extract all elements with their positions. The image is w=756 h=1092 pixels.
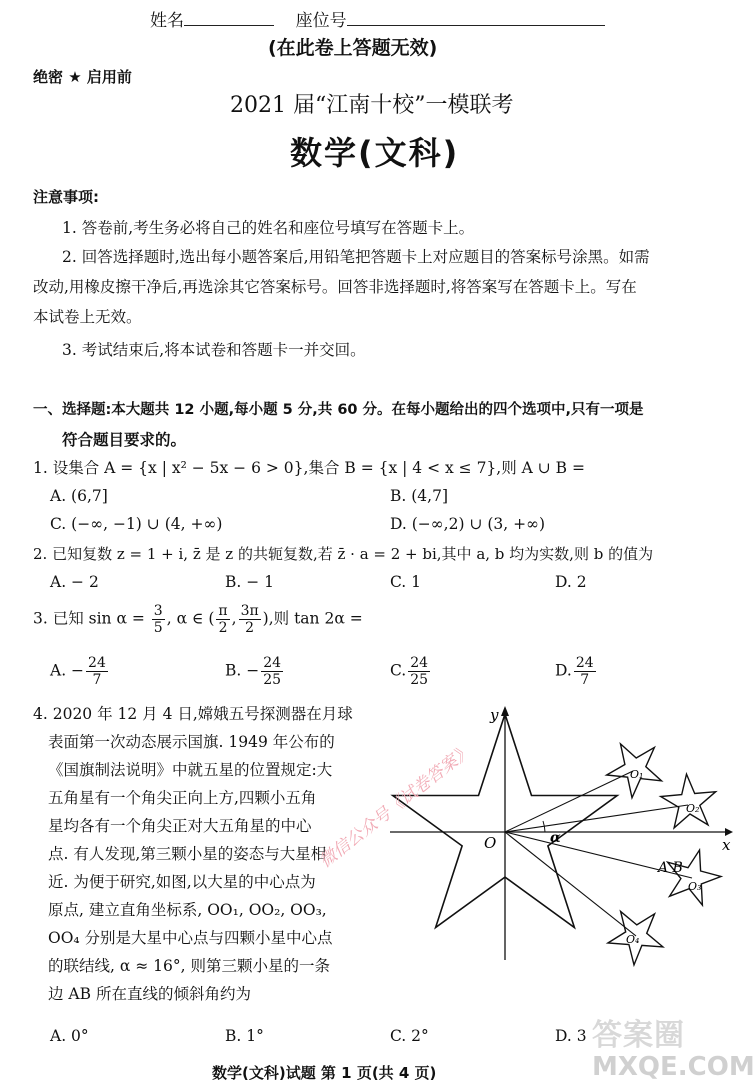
- frac-num: 3π: [240, 603, 259, 619]
- q2-option-d: D. 2: [555, 573, 587, 591]
- q4-line: 星均各有一个角尖正对大五角星的中心: [48, 817, 312, 835]
- alpha-label: α: [550, 830, 561, 846]
- opt-label: A. −: [50, 661, 85, 680]
- q4-line: 4. 2020 年 12 月 4 日,嫦娥五号探测器在月球: [33, 705, 353, 723]
- secret-mark: 绝密 ★ 启用前: [33, 68, 132, 86]
- q3-stem-pre: 3. 已知 sin α =: [33, 609, 145, 628]
- q3-option-b: [225, 655, 285, 688]
- q2-stem: 2. 已知复数 z = 1 + i, z̄ 是 z 的共轭复数,若 z̄ · a = 2 + bi,其中 a, b 均为实数,则 b 的值为: [33, 545, 654, 563]
- q3-option-d: [555, 655, 598, 688]
- opt-label: B. −: [225, 661, 260, 680]
- q1-option-d: D. (−∞,2) ∪ (3, +∞): [390, 515, 546, 533]
- x-axis-label: x: [722, 836, 731, 854]
- name-seat-line: [150, 6, 605, 31]
- frac-den: 2: [218, 620, 228, 636]
- q3-frac-hi: [239, 603, 261, 636]
- page-footer: 数学(文科)试题 第 1 页(共 4 页): [212, 1064, 437, 1082]
- seat-blank: [347, 11, 605, 26]
- frac-num: 24: [263, 655, 282, 671]
- opt-label: C.: [390, 661, 407, 680]
- note-item: 2. 回答选择题时,选出每小题答案后,用铅笔把答题卡上对应题目的答案标号涂黑。如需: [62, 248, 650, 266]
- site-watermark-url: MXQE.COM: [592, 1052, 755, 1082]
- section-heading-cont: 符合题目要求的。: [62, 431, 187, 449]
- q4-option-b: B. 1°: [225, 1027, 264, 1045]
- q4-option-d: D. 3: [555, 1027, 587, 1045]
- note-item: 1. 答卷前,考生务必将自己的姓名和座位号填写在答题卡上。: [62, 219, 475, 237]
- notes-heading: 注意事项:: [33, 188, 99, 206]
- q3-stem-mid: , α ∈ (: [166, 609, 215, 628]
- q4-line: 《国旗制法说明》中就五星的位置规定:大: [48, 761, 333, 779]
- opt-frac: [408, 655, 430, 688]
- name-blank: [184, 11, 274, 26]
- y-axis-label: y: [490, 706, 499, 724]
- q4-option-a: A. 0°: [50, 1027, 89, 1045]
- o2-label: O₂: [686, 802, 700, 815]
- q4-line: 的联结线, α ≈ 16°, 则第三颗小星的一条: [48, 957, 330, 975]
- q2-option-b: B. − 1: [225, 573, 275, 591]
- frac-den: 2: [245, 620, 255, 636]
- o1-label: O₁: [630, 768, 644, 781]
- frac-den: 7: [580, 672, 590, 688]
- q1-option-b: B. (4,7]: [390, 487, 448, 505]
- q2-option-a: A. − 2: [50, 573, 99, 591]
- frac-num: 24: [88, 655, 106, 671]
- q3-frac-sin: [152, 603, 165, 636]
- q1-option-a: A. (6,7]: [50, 487, 108, 505]
- q2-option-c: C. 1: [390, 573, 422, 591]
- q4-stem: [33, 700, 353, 1008]
- q4-option-c: C. 2°: [390, 1027, 429, 1045]
- q4-line: 点. 有人发现,第三颗小星的姿态与大星相: [48, 845, 327, 863]
- frac-den: 25: [410, 672, 429, 688]
- frac-num: 24: [410, 655, 429, 671]
- q3-stem: [33, 603, 363, 636]
- wechat-watermark: 微信公众号《试卷答案》: [315, 741, 476, 872]
- small-star-2: [661, 774, 716, 828]
- q4-line: 表面第一次动态展示国旗. 1949 年公布的: [48, 733, 335, 751]
- frac-num: 3: [153, 603, 163, 619]
- frac-den: 7: [92, 672, 102, 688]
- o4-label: O₄: [626, 933, 640, 946]
- small-star-3: [668, 850, 721, 905]
- name-label: 姓名: [150, 11, 184, 31]
- frac-num: π: [218, 603, 228, 619]
- frac-den: 25: [263, 672, 282, 688]
- q4-line: 五角星有一个角尖正向上方,四颗小五角: [48, 789, 317, 807]
- q4-line: OO₄ 分别是大星中心点与四颗小星中心点: [48, 929, 333, 947]
- frac-num: 24: [575, 655, 594, 671]
- opt-frac: [574, 655, 596, 688]
- q4-line: 边 AB 所在直线的倾斜角约为: [48, 985, 251, 1003]
- q3-option-a: [50, 655, 110, 688]
- frac-den: 5: [153, 620, 163, 636]
- invalid-note: (在此卷上答题无效): [268, 37, 438, 59]
- q3-frac-lo: [216, 603, 229, 636]
- note-item: 改动,用橡皮擦干净后,再选涂其它答案标号。回答非选择题时,将答案写在答题卡上。写在: [33, 278, 637, 296]
- site-watermark-logo: 答案圈: [592, 1018, 685, 1053]
- subject-title: 数学(文科): [290, 134, 460, 172]
- q3-comma: ,: [231, 609, 237, 628]
- q3-stem-post: ),则 tan 2α =: [262, 609, 363, 628]
- ab-label: A B: [658, 860, 683, 876]
- opt-label: D.: [555, 661, 572, 680]
- q3-option-c: [390, 655, 432, 688]
- note-item: 3. 考试结束后,将本试卷和答题卡一并交回。: [62, 341, 366, 359]
- seat-label: 座位号: [295, 11, 347, 31]
- star-coordinate-figure: [315, 700, 750, 970]
- q1-stem: 1. 设集合 A = {x | x² − 5x − 6 > 0},集合 B = {x | 4 < x ≤ 7},则 A ∪ B =: [33, 459, 585, 477]
- opt-frac: [261, 655, 283, 688]
- exam-title: 2021 届“江南十校”一模联考: [230, 93, 514, 118]
- section-heading: 一、选择题:本大题共 12 小题,每小题 5 分,共 60 分。在每小题给出的四个选项中,只有一项是: [33, 402, 644, 418]
- note-item: 本试卷上无效。: [33, 308, 142, 326]
- origin-label: O: [484, 834, 497, 852]
- o3-label: O₃: [688, 880, 702, 893]
- opt-frac: [86, 655, 108, 688]
- q1-option-c: C. (−∞, −1) ∪ (4, +∞): [50, 515, 223, 533]
- q4-line: 原点, 建立直角坐标系, OO₁, OO₂, OO₃,: [48, 901, 327, 919]
- q4-line: 近. 为便于研究,如图,以大星的中心点为: [48, 873, 316, 891]
- x-axis-arrow: [725, 828, 733, 836]
